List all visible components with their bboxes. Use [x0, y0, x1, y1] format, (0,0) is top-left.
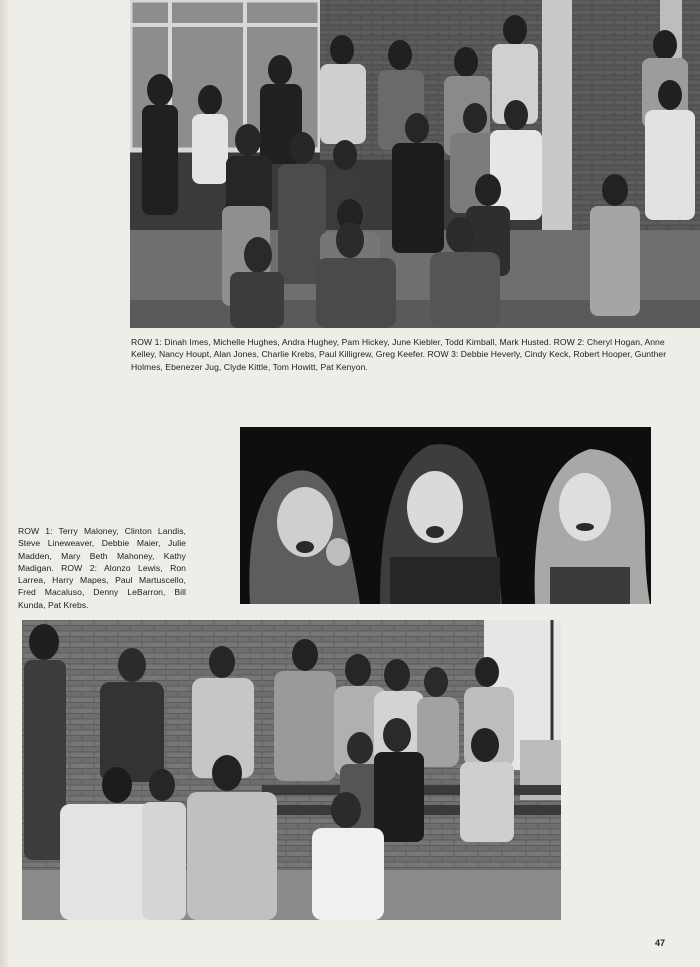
- group-photo-bottom-image: [22, 620, 561, 920]
- group-photo-top-caption: ROW 1: Dinah Imes, Michelle Hughes, Andra Hughey, Pam Hickey, June Kiebler, Todd Kimball, Mark Husted. ROW 2: Cheryl Hogan, Anne Kelley, Nancy Houpt, Alan Jones, Charlie Krebs, Paul Killigrew, Greg Keefer. ROW 3: Debbie Heverly, Cindy Keck, Robert Hooper, Gunther Holmes, Ebenezer Jug, Clyde Kittle, Tom Howitt, Pat Kenyon.: [131, 337, 667, 372]
- group-photo-bottom: [22, 620, 561, 920]
- page-number: 47: [655, 938, 666, 948]
- portrait-photo-middle: [240, 427, 651, 604]
- portrait-photo-middle-image: [240, 427, 651, 604]
- page-binding-edge: [0, 0, 10, 967]
- group-photo-top-image: [130, 0, 700, 328]
- portrait-photo-middle-caption: ROW 1: Terry Maloney, Clinton Landis, Steve Lineweaver, Debbie Maier, Julie Madden, Mary Beth Mahoney, Kathy Madigan. ROW 2: Alonzo Lewis, Ron Larrea, Harry Mapes, Paul Martuscello, Fred Macaluso, Denny LeBarron, Bill Kunda, Pat Krebs.: [18, 526, 186, 610]
- group-photo-top: [130, 0, 700, 328]
